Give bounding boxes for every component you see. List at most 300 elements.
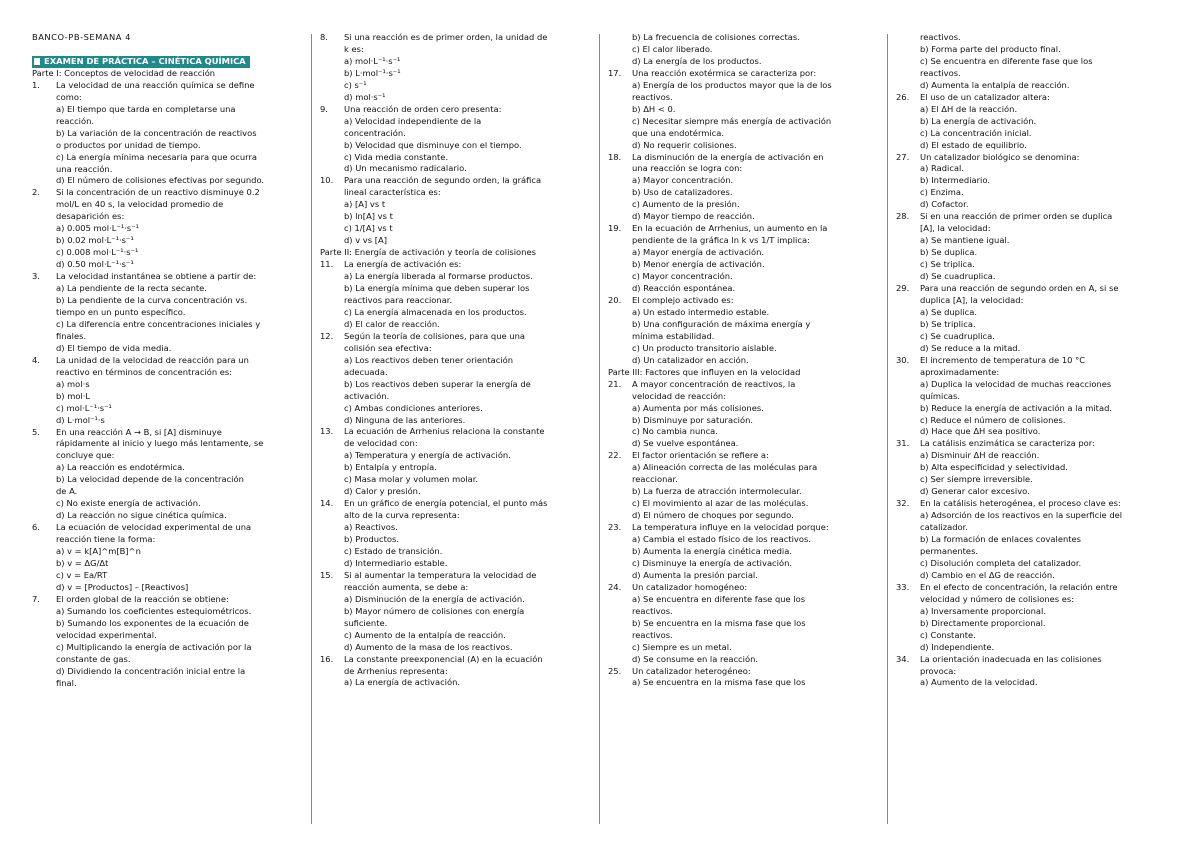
answer-option [32,570,300,582]
answer-option [320,630,588,642]
answer-option [32,343,300,355]
question-line: El incremento de temperatura de 10 °C [920,354,1086,365]
option-line: d) Mayor tiempo de reacción. [632,211,755,222]
option-line: a) Temperatura y energía de activación. [344,450,511,461]
question-number: 11. [320,259,334,270]
question-text [56,271,256,283]
question-line: En una reacción A → B, si [A] disminuye [56,426,222,437]
question-text [56,80,255,104]
question-number: 27. [896,151,910,162]
section-heading: Parte II: Energía de activación y teoría de colisiones [320,247,536,258]
answer-option [896,474,1166,486]
question [896,355,1166,379]
answer-option [320,606,588,630]
answer-option [608,462,876,486]
question-number: 7. [32,593,40,604]
answer-option [320,594,588,606]
option-line: b) La pendiente de la curva concentración vs. [56,295,248,306]
option-line: d) Aumento de la masa de los reactivos. [344,641,513,652]
option-line: c) La diferencia entre concentraciones iniciales y [56,318,261,329]
option-line: d) El estado de equilibrio. [920,139,1027,150]
answer-option [896,56,1166,80]
question-number: 10. [320,175,334,186]
question-line: Si la concentración de un reactivo disminuye 0.2 [56,187,260,198]
option-line: c) 1/[A] vs t [344,223,393,234]
answer-option [32,259,300,271]
question-text [920,654,1102,678]
answer-option [608,175,876,187]
question-number: 28. [896,211,910,222]
section-heading: Parte III: Factores que influyen en la velocidad [608,366,801,377]
option-line: b) 0.02 mol·L⁻¹·s⁻¹ [56,235,134,246]
question-text [632,582,747,594]
column-divider [599,34,600,824]
answer-option [320,199,588,211]
option-line: c) Reduce el número de colisiones. [920,414,1066,425]
answer-option [608,426,876,438]
question-line: La ecuación de Arrhenius relaciona la constante [344,426,545,437]
option-line: a) Radical. [920,163,965,174]
option-line: c) Disminuye la energía de activación. [632,557,793,568]
option-line: d) Se consume en la reacción. [632,653,759,664]
answer-option [608,56,876,68]
option-line: reactivos. [920,67,961,78]
answer-option [896,618,1166,630]
option-line: b) Intermediario. [920,175,990,186]
option-line: químicas. [920,390,961,401]
option-line: d) Se vuelve espontánea. [632,438,739,449]
option-line: c) Se cuadruplica. [920,330,995,341]
option-line: b) La frecuencia de colisiones correctas. [632,32,800,42]
answer-option [32,642,300,666]
answer-option [320,223,588,235]
question-number: 4. [32,354,40,365]
option-line: b) Directamente proporcional. [920,617,1046,628]
answer-option [32,379,300,391]
question-line: En la ecuación de Arrhenius, un aumento en la [632,223,828,234]
option-line: c) El movimiento al azar de las moléculas. [632,498,809,509]
option-line: c) v = Ea/RT [56,569,108,580]
answer-option [32,558,300,570]
option-line: b) Se encuentra en la misma fase que los [632,617,806,628]
answer-option [896,104,1166,116]
question [320,104,588,116]
question-line: reacción tiene la forma: [56,534,156,545]
answer-option [896,343,1166,355]
option-line: b) Velocidad que disminuye con el tiempo. [344,139,522,150]
question-number: 12. [320,330,334,341]
column-4 [896,32,1166,689]
answer-option [608,558,876,570]
question [896,283,1166,307]
question [320,175,588,199]
section-heading: Parte I: Conceptos de velocidad de reacción [32,67,216,78]
answer-option [896,379,1166,403]
answer-option [608,618,876,642]
option-line: c) La concentración inicial. [920,127,1032,138]
column-1-content [32,80,300,690]
option-line: a) El ΔH de la reacción. [920,103,1018,114]
column-3-content [608,32,876,689]
answer-option [896,486,1166,498]
question-line: La velocidad instantánea se obtiene a partir de: [56,271,257,282]
answer-option [608,259,876,271]
option-line: a) Se duplica. [920,306,977,317]
answer-option [320,140,588,152]
option-line: d) La energía de los productos. [632,55,762,66]
answer-option [320,271,588,283]
option-line: d) Dividiendo la concentración inicial entre la [56,665,246,676]
option-line: a) Se mantiene igual. [920,235,1010,246]
question-text [344,32,547,56]
question-number: 19. [608,223,622,234]
question-line: Un catalizador biológico se denomina: [920,151,1080,162]
question-number: 30. [896,354,910,365]
option-line: reactivos. [632,91,673,102]
option-line: d) Aumenta la presión parcial. [632,569,758,580]
question-number: 8. [320,32,328,42]
question-number: 32. [896,498,910,509]
question-text [344,498,548,522]
option-line: a) Se encuentra en diferente fase que los [632,593,806,604]
answer-option [608,271,876,283]
option-line: que una endotérmica. [632,127,725,138]
question-text [344,426,545,450]
option-line: c) Se encuentra en diferente fase que los [920,55,1093,66]
answer-option [608,546,876,558]
option-line: a) Mayor energía de activación. [632,247,765,258]
option-line: b) L·mol⁻¹·s⁻¹ [344,67,401,78]
option-line: a) Velocidad independiente de la [344,115,482,126]
question-line: de Arrhenius representa: [344,665,448,676]
option-line: c) Se triplica. [920,259,975,270]
option-line: d) v vs [A] [344,235,387,246]
question-line: rápidamente al inicio y luego más lentamente, se [56,438,264,449]
answer-option [320,116,588,140]
option-line: b) Los reactivos deben superar la energía de [344,378,531,389]
answer-option [896,307,1166,319]
option-line: b) La variación de la concentración de reactivos [56,127,257,138]
question [608,450,876,462]
question-number: 20. [608,294,622,305]
option-line: b) La formación de enlaces covalentes [920,534,1082,545]
answer-option [32,104,300,128]
question-line: reacción aumenta, se debe a: [344,581,469,592]
answer-option [896,140,1166,152]
question-line: Un catalizador heterogéneo: [632,665,751,676]
option-line: activación. [344,390,390,401]
answer-option [896,199,1166,211]
option-line: reacción. [56,115,95,126]
question [32,271,300,283]
answer-option [320,152,588,164]
option-line: d) Generar calor excesivo. [920,486,1030,497]
answer-option [608,355,876,367]
option-line: c) mol·L⁻¹·s⁻¹ [56,402,112,413]
answer-option [896,677,1166,689]
answer-option [608,654,876,666]
option-line: adecuada. [344,366,388,377]
option-line: a) Sumando los coeficientes estequiométricos. [56,605,252,616]
answer-option [320,163,588,175]
question-line: En el efecto de concentración, la relación entre [920,581,1118,592]
question [320,259,588,271]
question-text [632,450,769,462]
question-number: 9. [320,103,328,114]
question-number: 29. [896,283,910,294]
exam-title-banner [32,56,250,68]
question [896,582,1166,606]
answer-option [608,534,876,546]
answer-option [896,128,1166,140]
answer-option [896,534,1166,558]
answer-option [608,247,876,259]
question-number: 3. [32,271,40,282]
answer-option [320,403,588,415]
question-line: k es: [344,43,364,54]
question-text [344,104,501,116]
option-line: b) Forma parte del producto final. [920,43,1061,54]
question-line: Para una reacción de segundo orden, la gráfica [344,175,542,186]
answer-option [896,247,1166,259]
option-line: b) Disminuye por saturación. [632,414,754,425]
option-line: d) Cambio en el ΔG de reacción. [920,569,1055,580]
option-line: c) Aumento de la entalpía de reacción. [344,629,506,640]
option-line: b) Una configuración de máxima energía y [632,318,811,329]
option-line: a) Disminuir ΔH de reacción. [920,450,1040,461]
option-line: reactivos para reaccionar. [344,294,453,305]
question [320,654,588,678]
option-line: a) mol·s [56,378,90,389]
answer-option [320,415,588,427]
option-line: c) Ser siempre irreversible. [920,474,1033,485]
question-line: una reacción se logra con: [632,163,743,174]
option-line: c) Vida media constante. [344,151,449,162]
question-text [632,223,827,247]
question [896,498,1166,510]
option-line: c) Necesitar siempre más energía de activación [632,115,832,126]
question-line: lineal característica es: [344,187,441,198]
option-line: d) Un mecanismo radicalario. [344,163,467,174]
question-line: Un catalizador homogéneo: [632,581,748,592]
question-line: Si al aumentar la temperatura la velocidad de [344,569,537,580]
question-line: de velocidad con: [344,438,418,449]
question-text [920,211,1112,235]
option-line: b) Uso de catalizadores. [632,187,733,198]
question [32,427,300,463]
question [608,666,876,678]
option-line: a) Mayor concentración. [632,175,734,186]
column-divider [311,34,312,824]
option-line: c) Mayor concentración. [632,271,733,282]
option-line: a) Adsorción de los reactivos en la superficie del [920,510,1123,521]
question [608,223,876,247]
answer-option [608,116,876,140]
option-line: permanentes. [920,545,979,556]
option-line: mínima estabilidad. [632,330,715,341]
option-line: a) La energía de activación. [344,677,461,688]
question-line: Según la teoría de colisiones, para que una [344,330,525,341]
question [608,379,876,403]
option-line: a) Duplica la velocidad de muchas reacciones [920,378,1112,389]
answer-option [896,32,1166,44]
option-line: b) La energía de activación. [920,115,1037,126]
answer-option [896,44,1166,56]
answer-option [32,462,300,474]
question-line: mol/L en 40 s, la velocidad promedio de [56,199,224,210]
question-text [344,570,536,594]
answer-option [32,582,300,594]
question-line: duplica [A], la velocidad: [920,294,1024,305]
question-text [56,594,229,606]
option-line: d) Reacción espontánea. [632,283,736,294]
option-line: c) El calor liberado. [632,43,713,54]
answer-option [896,259,1166,271]
answer-option [32,391,300,403]
question [32,80,300,104]
answer-option [608,80,876,104]
question-text [344,259,461,271]
option-line: de A. [56,486,78,497]
question-line: provoca: [920,665,957,676]
answer-option [320,307,588,319]
question-text [920,152,1079,164]
option-line: d) L·mol⁻¹·s [56,414,105,425]
option-line: a) Reactivos. [344,522,398,533]
option-line: c) Masa molar y volumen molar. [344,474,479,485]
question-number: 34. [896,653,910,664]
question-number: 26. [896,91,910,102]
option-line: suficiente. [344,617,388,628]
answer-option [896,606,1166,618]
question [320,498,588,522]
question [32,522,300,546]
option-line: d) El número de choques por segundo. [632,510,794,521]
question [896,92,1166,104]
question-line: [A], la velocidad: [920,223,991,234]
option-line: a) Aumento de la velocidad. [920,677,1038,688]
option-line: b) Entalpía y entropía. [344,462,437,473]
question-line: El complejo activado es: [632,294,734,305]
answer-option [320,56,588,68]
answer-option [896,415,1166,427]
option-line: a) Inversamente proporcional. [920,605,1047,616]
option-line: reactivos. [632,629,673,640]
answer-option [32,474,300,498]
question-line: El orden global de la reacción se obtiene: [56,593,229,604]
option-line: c) La energía almacenada en los productos. [344,306,527,317]
answer-option [608,415,876,427]
option-line: c) No existe energía de activación. [56,498,201,509]
question-line: El uso de un catalizador altera: [920,91,1050,102]
answer-option [608,140,876,152]
answer-option [320,379,588,403]
question-text [56,355,249,379]
answer-option [608,187,876,199]
answer-option [320,235,588,247]
question-line: Si una reacción es de primer orden, la unidad de [344,32,548,42]
option-line: b) Menor energía de activación. [632,259,765,270]
option-line: c) Aumento de la presión. [632,199,740,210]
question-line: desaparición es: [56,211,125,222]
question [608,152,876,176]
question-line: Una reacción exotérmica se caracteriza por: [632,67,817,78]
question-line: La disminución de la energía de activación en [632,151,824,162]
option-line: d) Se reduce a la mitad. [920,342,1021,353]
option-line: a) Aumenta por más colisiones. [632,402,764,413]
question-line: alto de la curva representa: [344,510,460,521]
answer-option [608,104,876,116]
option-line: concentración. [344,127,406,138]
answer-option [320,486,588,498]
question-text [920,92,1050,104]
answer-option [608,510,876,522]
option-line: c) Enzima. [920,187,964,198]
question-text [920,582,1118,606]
answer-option [320,546,588,558]
question-text [920,355,1085,379]
option-line: d) Se cuadruplica. [920,271,996,282]
answer-option [32,510,300,522]
question-text [344,654,543,678]
answer-option [896,80,1166,92]
question [320,426,588,450]
question [320,32,588,56]
question-number: 24. [608,581,622,592]
column-divider [887,34,888,824]
option-line: a) Disminución de la energía de activación. [344,593,525,604]
option-line: d) mol·s⁻¹ [344,91,386,102]
option-line: finales. [56,330,87,341]
option-line: c) La energía mínima necesaria para que ocurra [56,151,257,162]
question-line: como: [56,91,82,102]
answer-option [896,450,1166,462]
option-line: a) 0.005 mol·L⁻¹·s⁻¹ [56,223,139,234]
column-2 [320,32,588,689]
question-line: pendiente de la gráfica ln k vs 1/T implica: [632,235,810,246]
answer-option [608,343,876,355]
answer-option [896,426,1166,438]
option-line: velocidad experimental. [56,629,157,640]
answer-option [320,462,588,474]
option-line: c) 0.008 mol·L⁻¹·s⁻¹ [56,247,139,258]
answer-option [320,474,588,486]
question-text [632,522,829,534]
option-line: d) Calor y presión. [344,486,421,497]
option-line: d) Cofactor. [920,199,969,210]
option-line: a) Cambia el estado físico de los reactivos. [632,534,811,545]
option-line: b) Sumando los exponentes de la ecuación de [56,617,249,628]
question-line: En la catálisis heterogénea, el proceso clave es: [920,498,1121,509]
question [320,570,588,594]
question-line: Para una reacción de segundo orden en A, si se [920,283,1119,294]
option-line: b) Productos. [344,534,399,545]
question-line: En un gráfico de energía potencial, el punto más [344,498,548,509]
answer-option [32,606,300,618]
option-line: c) Siempre es un metal. [632,641,732,652]
option-line: b) ln[A] vs t [344,211,393,222]
option-line: a) Se encuentra en la misma fase que los [632,677,806,688]
question-number: 23. [608,522,622,533]
question [608,295,876,307]
column-3 [608,32,876,689]
answer-option [320,92,588,104]
option-line: c) Constante. [920,629,976,640]
question-number: 21. [608,378,622,389]
document-code: BANCO-PB-SEMANA 4 [32,32,131,42]
answer-option [32,152,300,176]
option-line: d) Independiente. [920,641,995,652]
